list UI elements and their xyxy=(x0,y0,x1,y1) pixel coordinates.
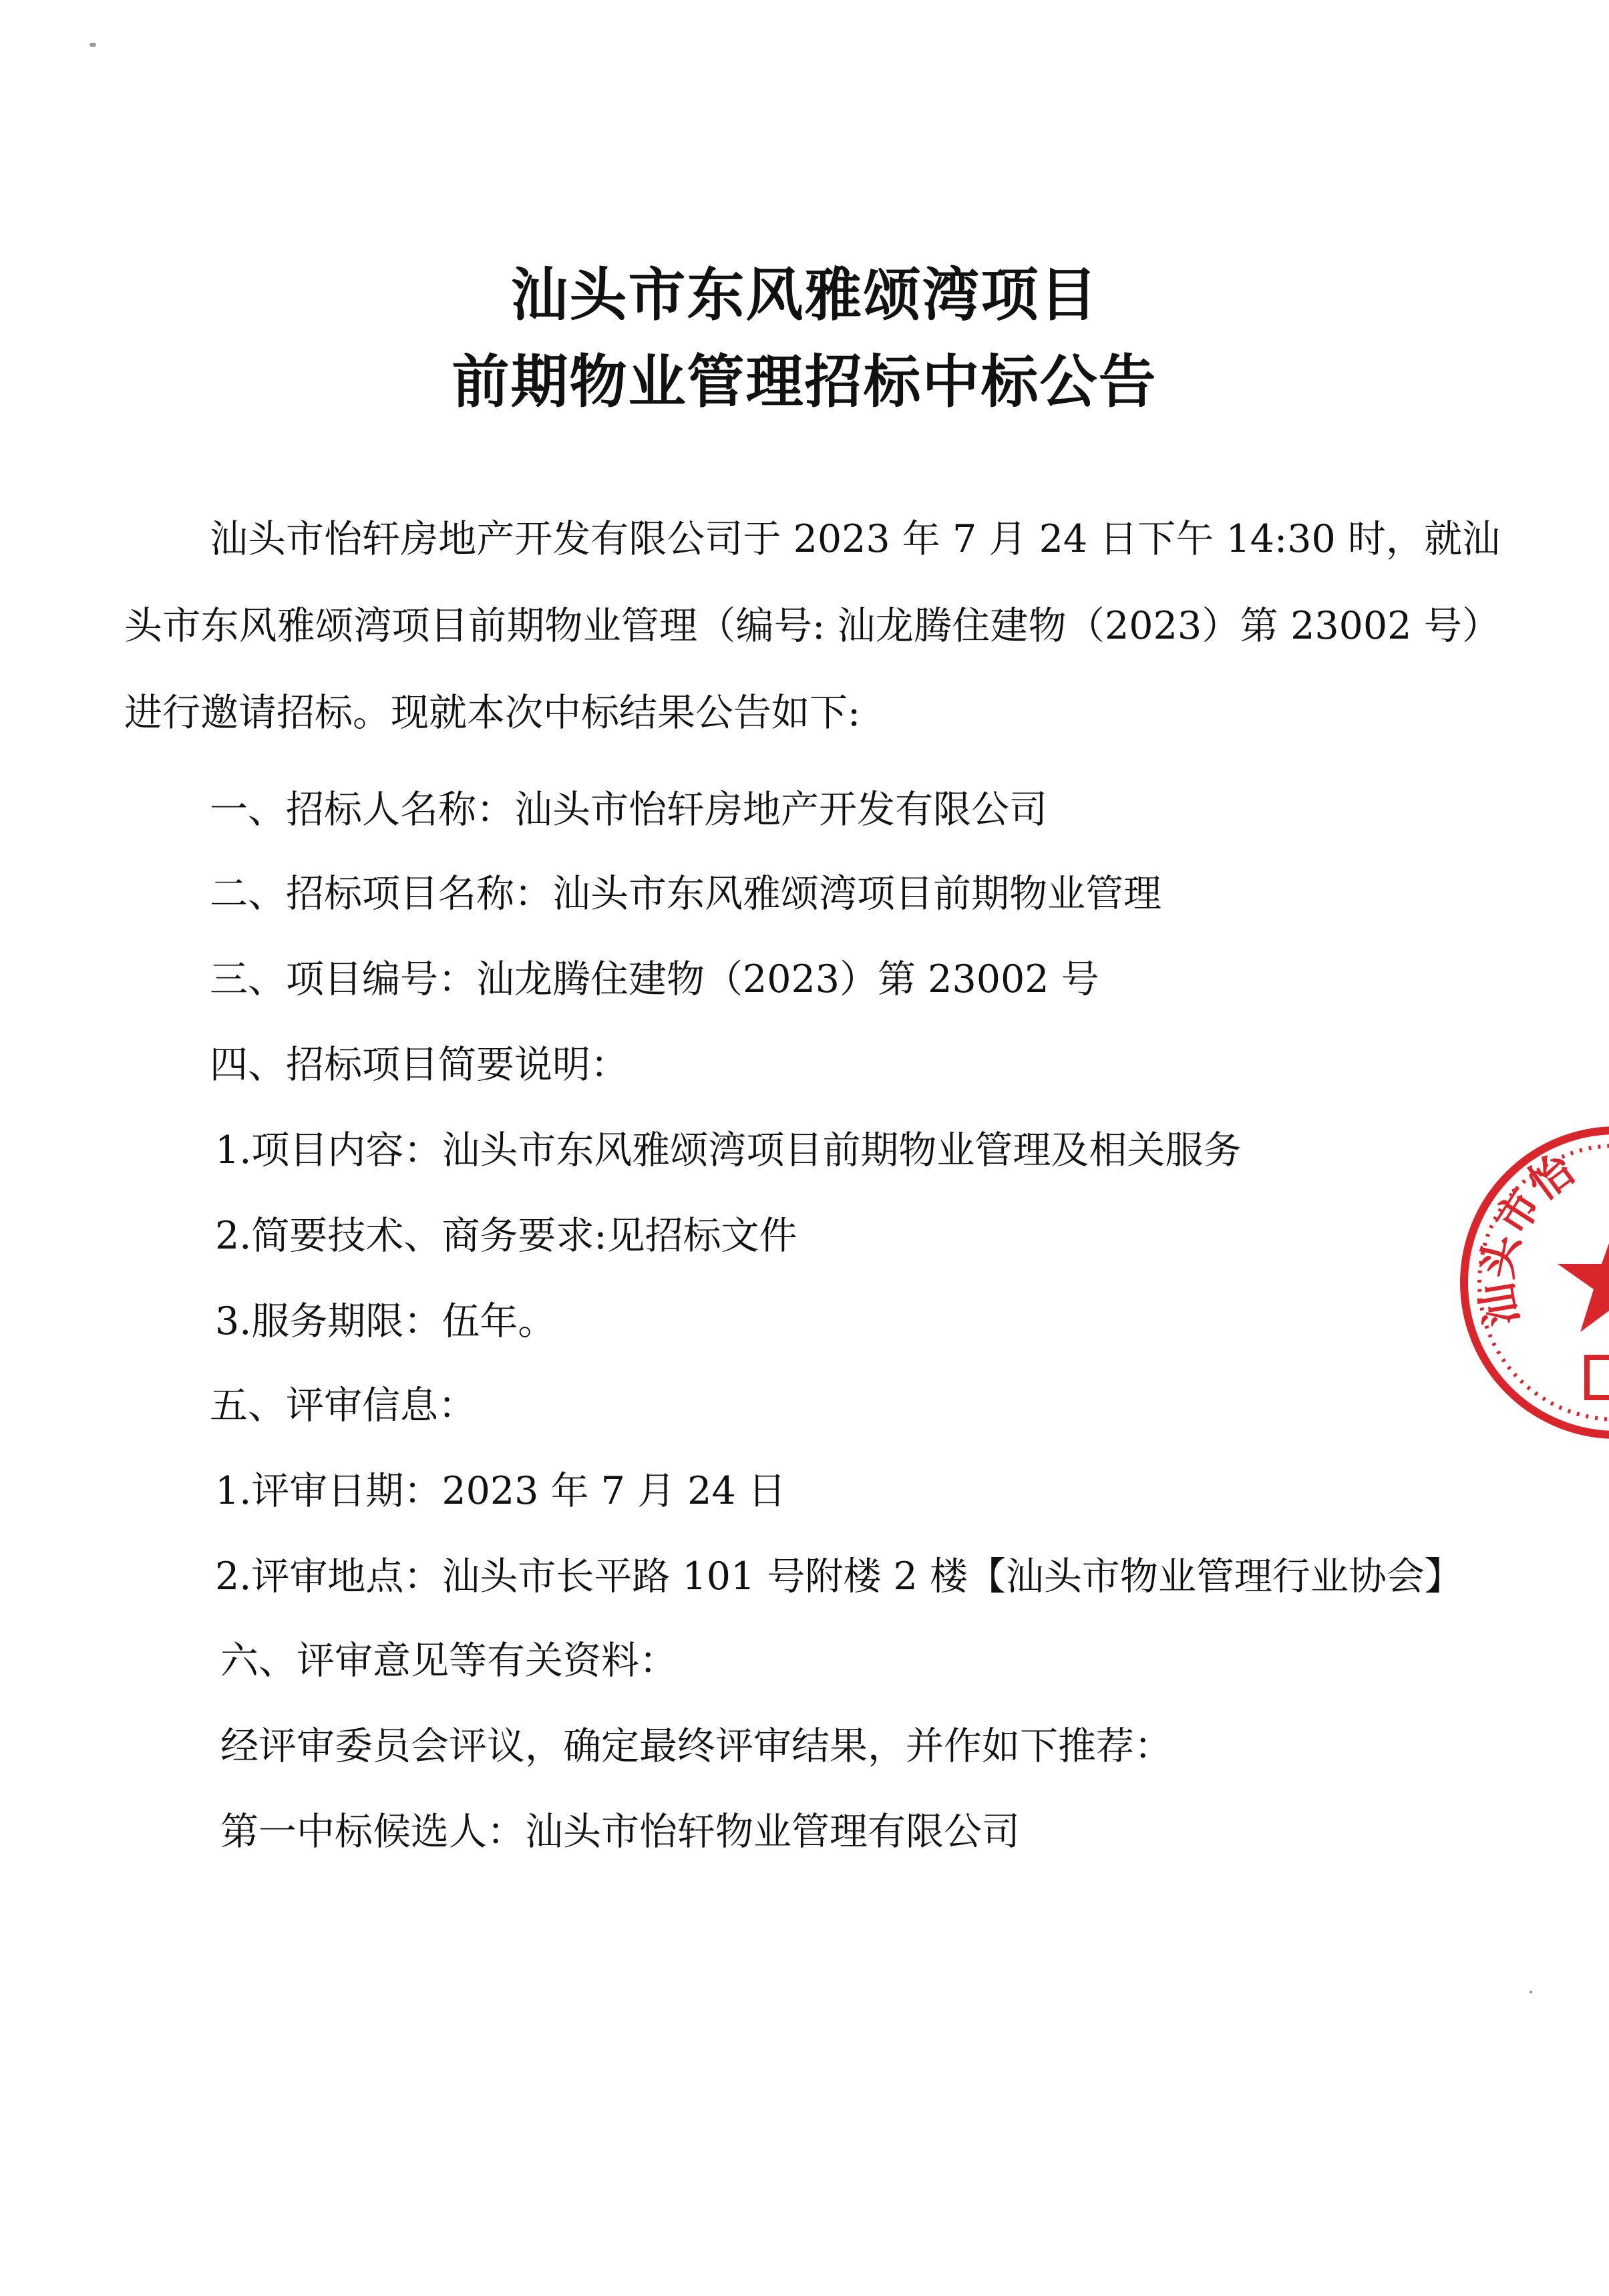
item-review-location: 2.评审地点：汕头市长平路 101 号附楼 2 楼【汕头市物业管理行业协会】 xyxy=(215,1554,1463,1599)
first-candidate: 第一中标候选人：汕头市怡轩物业管理有限公司 xyxy=(220,1810,1020,1854)
section-project-name: 二、招标项目名称：汕头市东风雅颂湾项目前期物业管理 xyxy=(210,872,1161,916)
item-requirements: 2.简要技术、商务要求:见招标文件 xyxy=(215,1214,797,1258)
item-service-period: 3.服务期限：伍年。 xyxy=(215,1299,556,1343)
item-review-date: 1.评审日期：2023 年 7 月 24 日 xyxy=(215,1469,786,1513)
scan-speck xyxy=(90,43,96,47)
review-conclusion: 经评审委员会评议，确定最终评审结果，并作如下推荐： xyxy=(220,1724,1172,1768)
section-project-number: 三、项目编号：汕龙腾住建物（2023）第 23002 号 xyxy=(210,957,1099,1001)
section-tenderer-name: 一、招标人名称：汕头市怡轩房地产开发有限公司 xyxy=(210,788,1047,832)
intro-paragraph: 汕头市怡轩房地产开发有限公司于 2023 年 7 月 24 日下午 14:30 时，就汕头市东风雅颂湾项目前期物业管理（编号: 汕龙腾住建物（2023）第 23002 号）进行邀请招标。现就本次中标结果公告如下: xyxy=(124,517,1500,735)
section-review-info-heading: 五、评审信息： xyxy=(210,1383,476,1428)
title-line-1: 汕头市东风雅颂湾项目 xyxy=(510,262,1099,329)
seal-star-icon xyxy=(1558,1222,1609,1332)
section-project-description-heading: 四、招标项目简要说明： xyxy=(210,1043,629,1087)
section-review-opinions-heading: 六、评审意见等有关资料： xyxy=(220,1639,677,1683)
seal-mark-icon xyxy=(1587,1357,1609,1398)
seal-text: 汕头市怡 xyxy=(1472,1145,1584,1330)
scan-speck xyxy=(1530,1991,1532,1993)
title-line-2: 前期物业管理招标中标公告 xyxy=(452,349,1157,416)
company-seal xyxy=(1456,1122,1609,1443)
item-project-content: 1.项目内容：汕头市东风雅颂湾项目前期物业管理及相关服务 xyxy=(215,1128,1242,1172)
